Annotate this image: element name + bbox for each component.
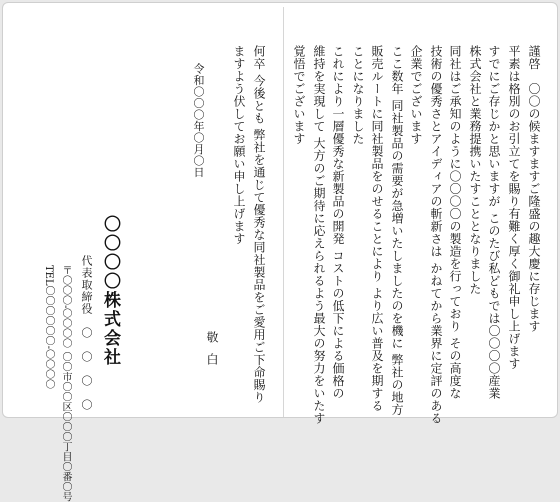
letter-body-line: 維持を実現して 大方のご期待に応えられるよう最大の努力をいたす [312, 45, 326, 425]
letter-body-line: 覚悟でございます [292, 45, 306, 145]
letter-body-line: 技術の優秀さとアイディアの斬新さは かねてから業界に定評のある [429, 45, 443, 425]
letter-body-line: 謹啓 〇〇の候ますますご隆盛の趣大慶に存じます [527, 45, 541, 333]
letter-date: 令和〇〇〇年〇月〇日 [192, 63, 205, 178]
letter-body-line: 販売ルートに同社製品をのせることにより より広い普及を期する [370, 45, 384, 412]
closing-keigu: 敬白 [205, 331, 219, 375]
fold-line [283, 7, 284, 417]
closing-line: 何卒 今後とも 弊社を通じて優秀な同社製品をご愛用ご下命賜り [252, 45, 266, 404]
letter-body-line: 同社はご承知のように〇〇〇〇の製造を行っており その高度な [448, 45, 462, 400]
letter-body-line: ここ数年 同社製品の需要が急増いたしましたのを機に 弊社の地方 [390, 45, 404, 417]
letter-body-line: 平素は格別のお引立てを賜り有難く厚く御礼申し上げます [507, 45, 521, 370]
telephone: TEL〇〇〇〇〇〇‐〇〇〇〇 [43, 265, 54, 389]
postal-code: 〒〇〇〇‐〇〇〇〇 [60, 265, 71, 349]
representative: 代表取締役 〇 〇 〇 〇 [80, 255, 93, 411]
letter-card [2, 2, 558, 502]
letter-body-line: ことになりました [351, 45, 365, 145]
postal-address [60, 265, 70, 502]
letter-body-line: 企業でございます [409, 45, 423, 145]
closing-line: ますよう伏してお願い申し上げます [232, 45, 246, 245]
letter-body-line: これにより一層優秀な新製品の開発 コストの低下による価格の [331, 45, 345, 400]
letter-body-line: 株式会社と業務提携いたすこととなりました [468, 45, 482, 295]
company-name: 〇〇〇〇株式会社 [100, 215, 120, 367]
address: 〇〇市〇〇区〇〇〇丁目〇番〇号 [60, 351, 71, 502]
letter-body-line: すでにご存じかと思いますが このたび私どもでは〇〇〇〇産業 [487, 45, 501, 400]
